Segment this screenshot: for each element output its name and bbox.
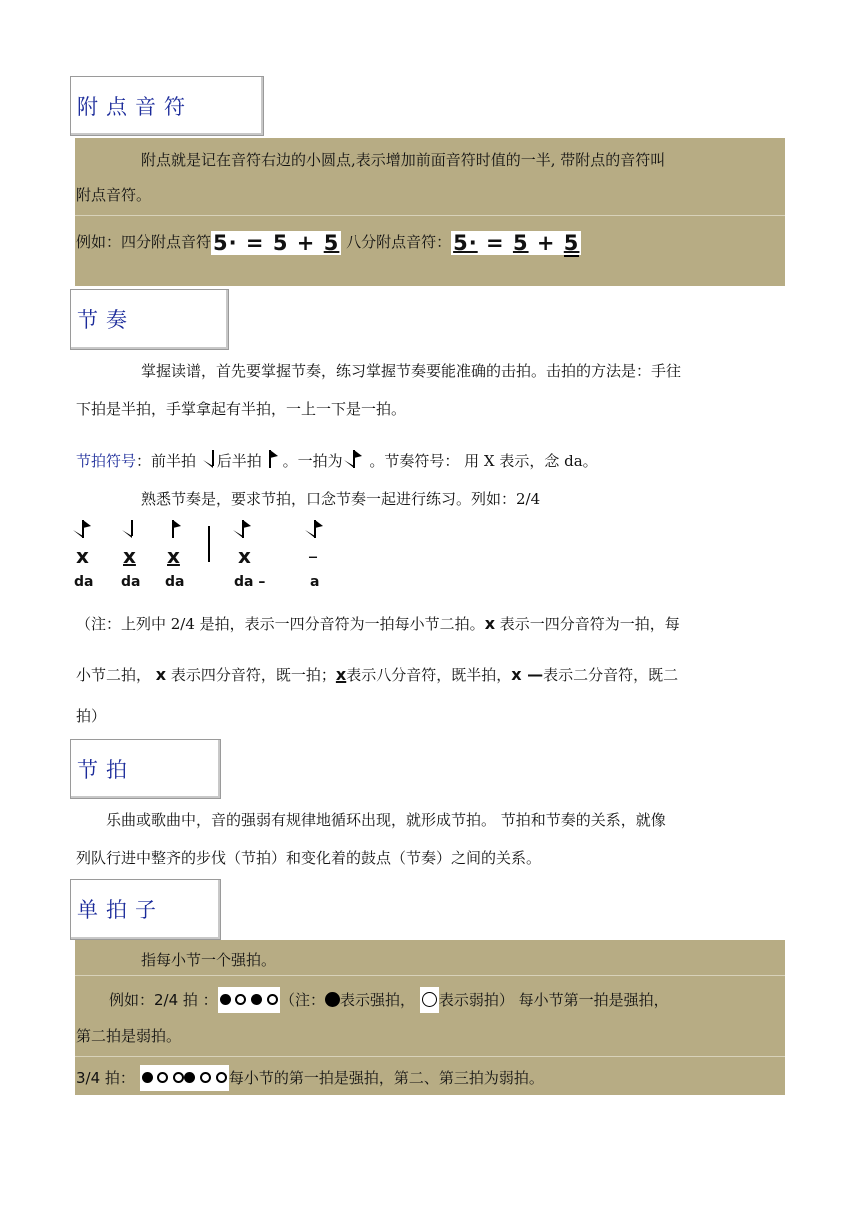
divider	[75, 975, 785, 976]
simple-text: 每小节的第一拍是强拍，第二、第三拍为弱拍。	[228, 1069, 544, 1087]
formula-term: 5·	[213, 231, 238, 255]
heading-rhythm	[70, 289, 229, 350]
simple-text: 表示弱拍） 每小节第一拍是强拍，	[438, 991, 669, 1009]
weak-beat-icon	[200, 1072, 211, 1083]
back-half-beat-icon	[267, 448, 283, 472]
one-beat-icon	[304, 518, 326, 542]
strong-weak-pattern	[218, 987, 280, 1013]
meter-para-line2: 列队行进中整齐的步伐（节拍）和变化着的鼓点（节奏）之间的关系。	[76, 849, 542, 867]
formula-quarter-dotted	[211, 231, 341, 255]
beat-symbols-line	[76, 448, 598, 473]
divider	[75, 215, 785, 216]
formula-term: 5	[563, 231, 580, 255]
beat-symbols-label: 节拍符号	[76, 452, 137, 470]
dotted-para-line2: 附点音符。	[76, 186, 152, 204]
simple-text: 表示强拍，	[340, 991, 416, 1009]
heading-text: 节奏	[77, 308, 135, 332]
rhythm-x: x	[238, 544, 251, 568]
one-beat-icon	[232, 518, 254, 542]
formula-op: +	[536, 231, 556, 255]
note-text: 小节二拍，	[76, 666, 156, 684]
dotted-example	[76, 230, 581, 255]
meter-para-line1: 乐曲或歌曲中，音的强弱有规律地循环出现，就形成节拍。 节拍和节奏的关系，就像	[106, 811, 666, 829]
rhythm-para-line1: 掌握读谱，首先要掌握节奏，练习掌握节奏要能准确的击拍。击拍的方法是：手往	[141, 362, 682, 380]
beat-text: ：前半拍	[136, 452, 201, 470]
example-prefix: 例如：四分附点音符	[76, 233, 212, 251]
strong-beat-icon	[184, 1072, 195, 1083]
note-text: 表示四分音符，既一拍；	[166, 666, 336, 684]
beat-text: 。一拍为	[282, 452, 343, 470]
heading-simple-meter	[70, 879, 221, 940]
weak-beat-icon	[422, 992, 437, 1007]
note-line3: 拍）	[76, 707, 107, 725]
heading-text: 单拍子	[77, 898, 164, 922]
rhythm-syllable: da	[165, 574, 185, 590]
weak-beat-icon	[216, 1072, 227, 1083]
note-text: （注：上列中 2/4 是拍，表示一四分音符为一拍每小节二拍。	[76, 615, 485, 633]
heading-text: 节拍	[77, 758, 135, 782]
weak-beat-icon	[173, 1072, 184, 1083]
rhythm-x: x	[123, 544, 136, 568]
formula-op: =	[245, 231, 265, 255]
beat-text: 后半拍	[216, 452, 267, 470]
heading-dotted-notes	[70, 76, 264, 136]
simple-text: （注：	[280, 991, 326, 1009]
heading-text: 附点音符	[77, 95, 193, 119]
x-symbol: x	[155, 665, 167, 684]
x-symbol: x	[335, 665, 347, 684]
weak-beat-icon	[157, 1072, 168, 1083]
formula-term: 5	[512, 231, 529, 255]
rhythm-example	[72, 516, 372, 596]
rhythm-x: x	[167, 544, 180, 568]
practice-line: 熟悉节奏是，要求节拍，口念节奏一起进行练习。列如：2/4	[141, 490, 541, 508]
simple-line3: 第二拍是弱拍。	[76, 1027, 182, 1045]
rhythm-syllable: da	[121, 574, 141, 590]
note-text: 表示二分音符，既二	[543, 666, 679, 684]
strong-beat-icon	[142, 1072, 153, 1083]
formula-term: 5·	[453, 231, 478, 255]
rhythm-para-line2: 下拍是半拍，手掌拿起有半拍，一上一下是一拍。	[76, 400, 407, 418]
weak-beat-icon	[235, 994, 246, 1005]
one-beat-icon	[72, 518, 94, 542]
beat-text: 。节奏符号： 用 X 表示，念 da。	[364, 452, 598, 470]
rhythm-x: x	[76, 544, 89, 568]
strong-beat-icon	[325, 992, 340, 1007]
formula-term: 5	[272, 231, 289, 255]
simple-text: 例如：2/4 拍 ：	[109, 991, 218, 1009]
note-line1	[76, 612, 680, 636]
front-half-beat-icon	[120, 518, 136, 542]
strong-beat-icon	[220, 994, 231, 1005]
example-mid: 八分附点音符：	[341, 233, 452, 251]
note-text: 表示八分音符，既半拍，	[346, 666, 512, 684]
rhythm-syllable: a	[310, 574, 320, 590]
bar-line	[208, 526, 210, 562]
weak-beat-icon	[267, 994, 278, 1005]
formula-term: 5	[323, 231, 340, 255]
heading-meter	[70, 739, 221, 799]
back-half-beat-icon	[170, 518, 186, 542]
front-half-beat-icon	[201, 448, 217, 472]
formula-eighth-dotted	[451, 231, 581, 255]
note-line2	[76, 663, 678, 687]
x-symbol: x	[484, 614, 496, 633]
simple-line1: 指每小节一个强拍。	[141, 951, 277, 969]
divider	[75, 1056, 785, 1057]
formula-op: =	[486, 231, 505, 255]
note-text: 表示一四分音符为一拍，每	[495, 615, 680, 633]
simple-line4	[76, 1065, 544, 1091]
strong-beat-icon	[251, 994, 262, 1005]
one-beat-icon	[343, 448, 365, 472]
rhythm-dash: –	[308, 544, 318, 568]
dotted-para-line1: 附点就是记在音符右边的小圆点,表示增加前面音符时值的一半, 带附点的音符叫	[141, 151, 666, 169]
simple-line2	[109, 987, 669, 1013]
formula-op: +	[296, 231, 316, 255]
simple-text: 3/4 拍：	[76, 1069, 135, 1087]
strong-weak-pattern	[140, 1065, 229, 1091]
rhythm-syllable: da	[74, 574, 94, 590]
x-symbol: x —	[511, 665, 544, 684]
rhythm-syllable: da –	[234, 574, 266, 590]
